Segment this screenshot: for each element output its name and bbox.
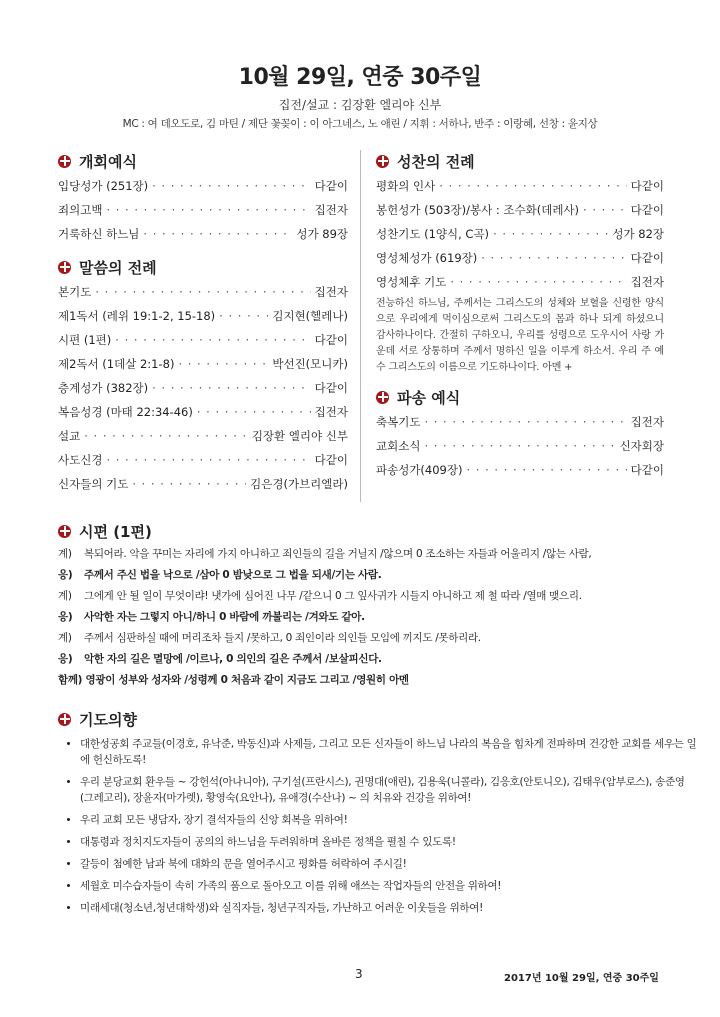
order-row: 제1독서 (레위 19:1-2, 15-18) · · · 김지현(헬레나) — [58, 304, 348, 328]
section-heading-eucharist: 성찬의 전례 — [376, 148, 664, 174]
cross-icon — [376, 155, 389, 168]
order-row: 축복기도 · · · 집전자 — [376, 410, 664, 434]
cross-icon — [376, 391, 389, 404]
order-row: 설교 · · · 김장환 엘리야 신부 — [58, 424, 348, 448]
dot-leader — [493, 222, 608, 246]
dot-leader — [152, 174, 311, 198]
psalm-line: 응) 주께서 주신 법을 낙으로 /삼아 0 밤낮으로 그 법을 되새/기는 사람. — [58, 569, 382, 581]
psalm-line: 계) 그에게 안 될 일이 무엇이랴! 냇가에 심어진 나무 /같으니 0 그 잎사귀가 시들지 아니하고 제 철 따라 /열매 맺으리. — [58, 590, 582, 602]
dot-leader — [115, 328, 310, 352]
column-divider — [360, 150, 361, 502]
prayer-item: • 대한성공회 주교들(이경호, 유낙준, 박동신)과 사제들, 그리고 모든 신자들이 하느님 나라의 복음을 힘차게 전파하며 건강한 교회를 세우는 일에 헌신하도록! — [80, 736, 698, 768]
dot-leader — [219, 304, 268, 328]
dot-leader — [424, 434, 615, 458]
roles-line: MC : 여 데오도로, 김 마틴 / 제단 꽃꽂이 : 이 아그네스, 노 애린 / 지휘 : 서하나, 반주 : 이랑혜, 선창 : 윤지상 — [122, 118, 598, 130]
dot-leader — [106, 448, 310, 472]
dot-leader — [450, 270, 626, 294]
dot-leader — [466, 458, 626, 482]
footer-date: 2017년 10월 29일, 연중 30주일 — [504, 973, 659, 984]
dot-leader — [132, 472, 246, 496]
section-heading-word: 말씀의 전례 — [58, 254, 348, 280]
prayer-item: • 우리 교회 모든 냉담자, 장기 결석자들의 신앙 회복을 위하여! — [80, 812, 698, 828]
psalm-line: 계) 주께서 심판하실 때에 머리조차 들지 /못하고, 0 죄인이라 의인들 모임에 끼지도 /못하리라. — [58, 632, 481, 644]
psalm-line-doxology: 함께) 영광이 성부와 성자와 /성령께 0 처음과 같이 지금도 그리고 /영원히 아멘 — [58, 674, 409, 686]
cross-icon — [58, 155, 71, 168]
celebrant-line: 집전/설교 : 김장환 엘리야 신부 — [278, 98, 442, 112]
order-row: 성찬기도 (1양식, C곡) · · · 성가 82장 — [376, 222, 664, 246]
cross-icon — [58, 525, 71, 538]
cross-icon — [58, 713, 71, 726]
order-row: 층계성가 (382장) · · · 다같이 — [58, 376, 348, 400]
order-row: 교회소식 · · · 신자회장 — [376, 434, 664, 458]
prayer-item: • 세월호 미수습자들이 속히 가족의 품으로 돌아오고 이를 위해 애쓰는 작업자들의 안전을 위하여! — [80, 878, 698, 894]
order-row: 영성체후 기도 · · · 집전자 — [376, 270, 664, 294]
order-row: 시편 (1편) · · · 다같이 — [58, 328, 348, 352]
cross-icon — [58, 261, 71, 274]
prayer-item: • 대통령과 정치지도자들이 공의의 하느님을 두려워하며 올바른 정책을 펼칠 수 있도록! — [80, 834, 698, 850]
order-row: 복음성경 (마태 22:34-46) · · · 집전자 — [58, 400, 348, 424]
page-number: 3 — [355, 967, 363, 981]
prayer-intentions-section — [58, 706, 698, 922]
dot-leader — [106, 198, 310, 222]
order-row: 신자들의 기도 · · · 김은경(가브리엘라) — [58, 472, 348, 496]
page-title: 10월 29일, 연중 30주일 — [238, 65, 482, 90]
order-row: 죄의고백 · · · 집전자 — [58, 198, 348, 222]
psalm-line: 응) 사악한 자는 그렇지 아니/하니 0 바람에 까불리는 /겨와도 같아. — [58, 611, 365, 623]
order-row: 입당성가 (251장) · · · 다같이 — [58, 174, 348, 198]
dot-leader — [95, 280, 310, 304]
dot-leader — [152, 376, 311, 400]
dot-leader — [84, 424, 248, 448]
section-heading-psalm: 시편 (1편) — [58, 518, 678, 544]
dot-leader — [481, 246, 626, 270]
order-row: 평화의 인사 · · · 다같이 — [376, 174, 664, 198]
prayer-list — [58, 736, 698, 916]
left-column — [58, 148, 348, 496]
section-heading-dismissal: 파송 예식 — [376, 384, 664, 410]
dot-leader — [143, 222, 292, 246]
psalm-section — [58, 518, 678, 691]
order-row: 사도신경 · · · 다같이 — [58, 448, 348, 472]
order-row: 영성체성가 (619장) · · · 다같이 — [376, 246, 664, 270]
prayer-item: • 갈등이 첨예한 남과 북에 대화의 문을 열어주시고 평화를 허락하여 주시길! — [80, 856, 698, 872]
order-row: 파송성가(409장) · · · 다같이 — [376, 458, 664, 482]
order-row: 제2독서 (1데살 2:1-8) · · · 박선진(모니카) — [58, 352, 348, 376]
order-row: 봉헌성가 (503장)/봉사 : 조수화(데레사) · · · 다같이 — [376, 198, 664, 222]
post-communion-prayer-text: 전능하신 하느님, 주께서는 그리스도의 성체와 보혈을 신령한 양식으로 우리에게 먹이심으로써 그리스도의 몸과 하나 되게 하셨으니 감사하나이다. 간절히 구하오니, 우리를 성령으로 도우시어 사랑 가운데 서로 상통하며 주께서 명하신 일을 이루게 하소서. 우리 주 예수 그리스도의 이름으로 기도하나이다. 아멘 + — [376, 298, 664, 373]
dot-leader — [439, 174, 626, 198]
order-row: 거룩하신 하느님 · · · 성가 89장 — [58, 222, 348, 246]
order-row: 본기도 · · · 집전자 — [58, 280, 348, 304]
section-heading-opening: 개회예식 — [58, 148, 348, 174]
psalm-line: 계) 복되어라. 악을 꾸미는 자리에 가지 아니하고 죄인들의 길을 거닐지 /않으며 0 조소하는 자들과 어울리지 /않는 사람, — [58, 548, 592, 560]
section-heading-prayer: 기도의향 — [58, 706, 698, 732]
dot-leader — [424, 410, 626, 434]
right-column — [376, 148, 664, 482]
dot-leader — [583, 198, 627, 222]
psalm-line: 응) 악한 자의 길은 멸망에 /이르나, 0 의인의 길은 주께서 /보살피신다. — [58, 653, 382, 665]
prayer-item: • 우리 분당교회 환우들 ~ 강헌석(아나니아), 구기설(프란시스), 권명대(애린), 김용욱(니콜라), 김응호(안토니오), 김태우(암부로스), 송준영(그레고리), 장윤자(마가렛), 황영숙(요안나), 유애경(수산나) ~ 의 치유와 건강을 위하여! — [80, 774, 698, 806]
prayer-item: • 미래세대(청소년,청년대학생)와 실직자들, 청년구직자들, 가난하고 어려운 이웃들을 위하여! — [80, 900, 698, 916]
dot-leader — [178, 352, 268, 376]
dot-leader — [197, 400, 311, 424]
